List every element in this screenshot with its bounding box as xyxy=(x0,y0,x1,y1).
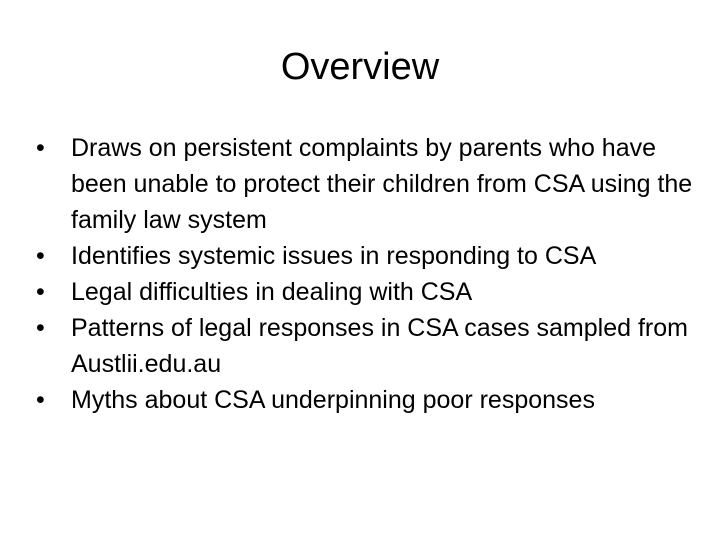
bullet-item xyxy=(36,130,696,238)
bullet-item xyxy=(36,274,696,310)
bullet-text: Patterns of legal responses in CSA cases sampled from Austlii.edu.au xyxy=(71,314,688,378)
slide-title: Overview xyxy=(280,46,440,88)
bullet-icon: • xyxy=(36,314,45,342)
bullet-icon: • xyxy=(36,278,45,306)
bullet-item xyxy=(36,310,696,382)
bullet-text: Draws on persistent complaints by parents who have been unable to protect their children from CSA using the family law system xyxy=(71,134,693,234)
bullet-list xyxy=(36,130,696,418)
bullet-item xyxy=(36,238,696,274)
bullet-icon: • xyxy=(36,242,45,270)
bullet-text: Identifies systemic issues in responding to CSA xyxy=(71,242,597,270)
bullet-icon: • xyxy=(36,134,45,162)
bullet-icon: • xyxy=(36,386,45,414)
bullet-text: Myths about CSA underpinning poor responses xyxy=(71,386,595,414)
bullet-item xyxy=(36,382,696,418)
bullet-text: Legal difficulties in dealing with CSA xyxy=(71,278,473,306)
